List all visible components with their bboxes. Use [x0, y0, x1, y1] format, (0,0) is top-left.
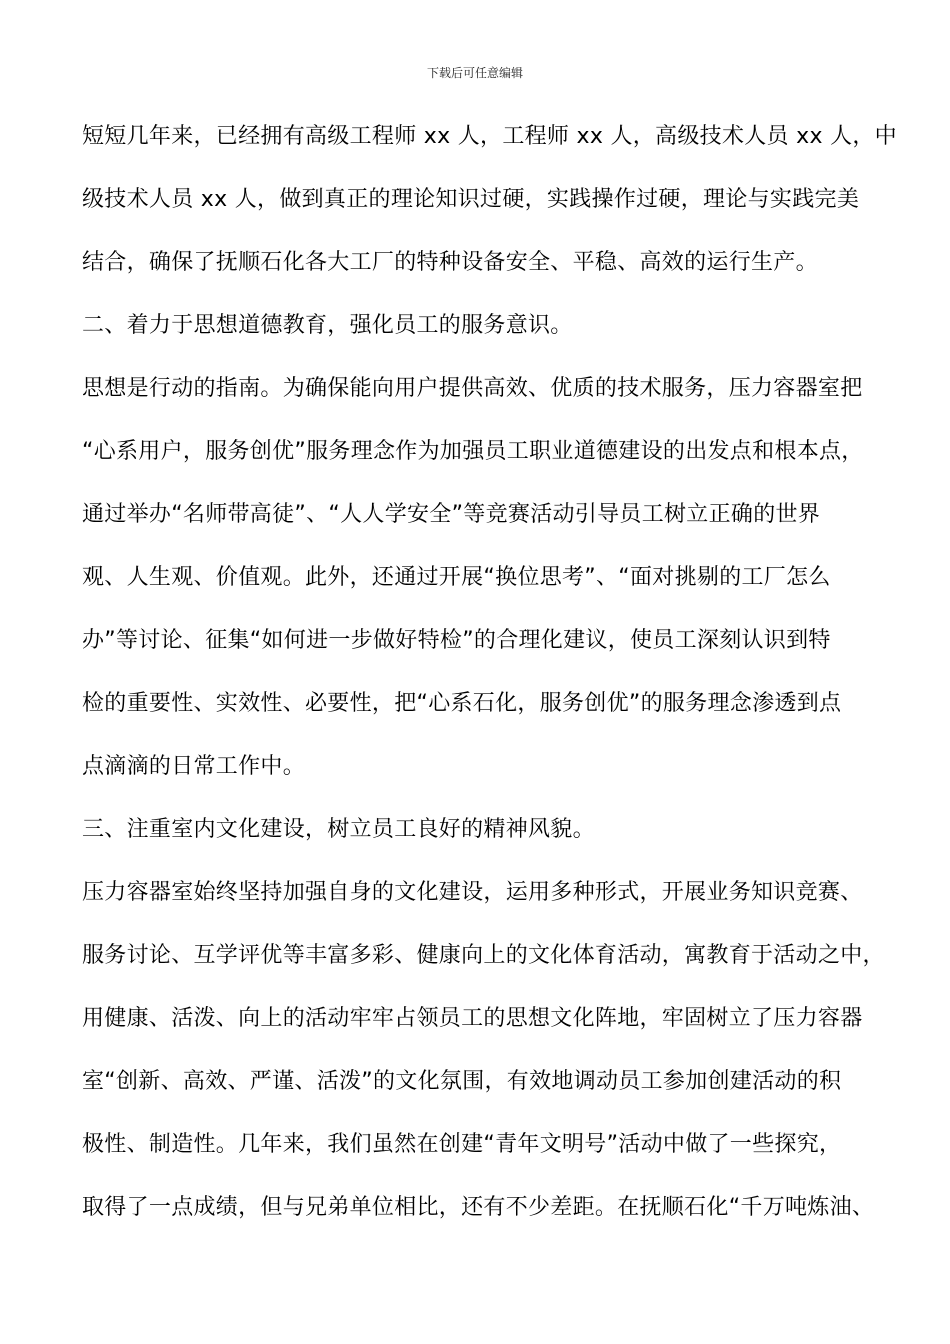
- text-line: “心系用户，服务创优”服务理念作为加强员工职业道德建设的出发点和根本点，: [82, 439, 864, 464]
- text-line: 思想是行动的指南。为确保能向用户提供高效、优质的技术服务，压力容器室把: [82, 376, 863, 401]
- text-line: 用健康、活泼、向上的活动牢牢占领员工的思想文化阵地，牢固树立了压力容器: [82, 1006, 863, 1031]
- text-line: 压力容器室始终坚持加强自身的文化建设，运用多种形式，开展业务知识竞赛、: [82, 880, 863, 905]
- page-header-note: 下载后可任意编辑: [426, 66, 523, 80]
- text-line: 服务讨论、互学评优等丰富多彩、健康向上的文化体育活动，寓教育于活动之中，: [82, 943, 885, 968]
- document-body: [82, 114, 897, 1248]
- text-line: 结合，确保了抚顺石化各大工厂的特种设备安全、平稳、高效的运行生产。: [82, 250, 818, 275]
- text-line: 检的重要性、实效性、必要性，把“心系石化，服务创优”的服务理念渗透到点: [82, 691, 842, 716]
- text-line: 点滴滴的日常工作中。: [82, 754, 306, 779]
- text-line: 办”等讨论、征集“如何进一步做好特检”的合理化建议，使员工深刻认识到特: [82, 628, 831, 653]
- section-heading-2: 二、着力于思想道德教育，强化员工的服务意识。: [82, 313, 573, 338]
- text-line: 通过举办“名师带高徒”、“人人学安全”等竞赛活动引导员工树立正确的世界: [82, 502, 821, 527]
- text-line: 室“创新、高效、严谨、活泼”的文化氛围，有效地调动员工参加创建活动的积: [82, 1069, 842, 1094]
- text-line: 取得了一点成绩，但与兄弟单位相比，还有不少差距。在抚顺石化“千万吨炼油、: [82, 1195, 875, 1220]
- section-heading-3: 三、注重室内文化建设，树立员工良好的精神风貌。: [82, 817, 595, 842]
- text-line: 极性、制造性。几年来，我们虽然在创建“青年文明号”活动中做了一些探究，: [82, 1132, 842, 1157]
- text-line: 观、人生观、价值观。此外，还通过开展“换位思考”、“面对挑剔的工厂怎么: [82, 565, 831, 590]
- text-line: 级技术人员 xx 人，做到真正的理论知识过硬，实践操作过硬，理论与实践完美: [82, 187, 860, 212]
- text-line: 短短几年来，已经拥有高级工程师 xx 人，工程师 xx 人，高级技术人员 xx 人，中: [82, 124, 897, 149]
